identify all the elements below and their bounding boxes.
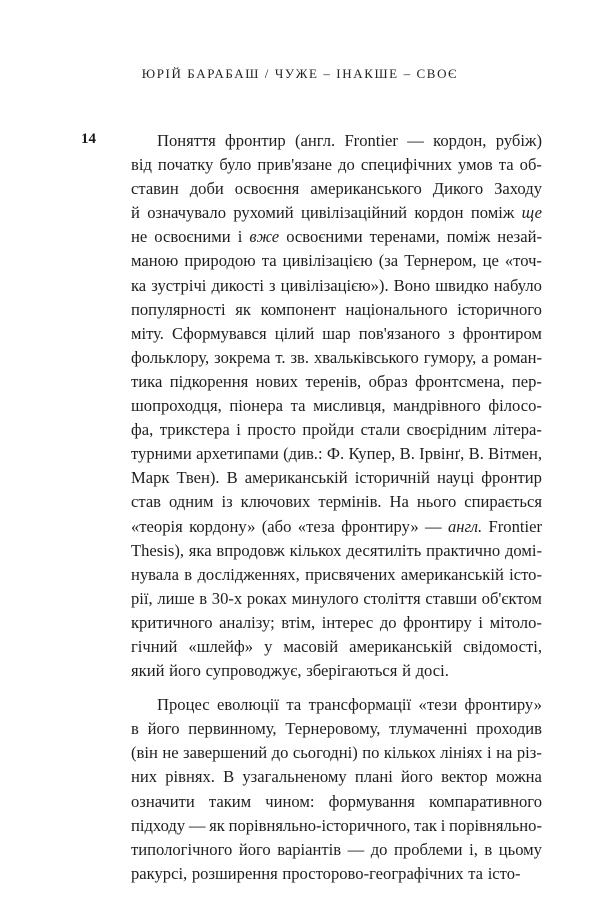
word: піонера <box>229 396 284 416</box>
word: його <box>238 839 271 859</box>
word: це <box>482 251 499 271</box>
word: його <box>401 767 433 787</box>
word: можна <box>495 767 542 787</box>
word: освоєння <box>234 179 300 199</box>
word: (за <box>378 251 399 271</box>
word: досі. <box>415 661 449 681</box>
word: Заходу <box>494 179 542 199</box>
word: своєрідним <box>406 420 487 440</box>
word: ка <box>131 275 147 295</box>
text-line <box>131 394 542 418</box>
text-line <box>131 741 542 765</box>
word: термінів. <box>318 492 382 512</box>
word: рівнях. <box>165 767 215 787</box>
word: і <box>478 612 484 632</box>
text-line <box>131 418 542 442</box>
word: ще <box>521 203 542 223</box>
word: ставин <box>131 179 179 199</box>
word: означити <box>131 791 195 811</box>
word: рії, <box>131 588 153 608</box>
word: століття <box>363 588 421 608</box>
word: Thesis), <box>131 540 184 560</box>
word: (див.: <box>283 444 323 464</box>
text-line <box>131 515 542 539</box>
word: Ф. <box>326 444 345 464</box>
word: «теорія <box>131 516 183 536</box>
word: та <box>261 251 277 271</box>
word: В <box>226 468 238 488</box>
word: поміж <box>446 227 491 247</box>
word: образ <box>368 371 408 391</box>
word: мітоло- <box>489 612 542 632</box>
word: природою <box>184 251 256 271</box>
word: роках <box>246 588 287 608</box>
word: В. <box>399 444 415 464</box>
word: масовій <box>283 636 339 656</box>
text-line <box>131 563 542 587</box>
text-line <box>131 153 542 177</box>
word: доби <box>189 179 224 199</box>
text-line <box>131 765 542 789</box>
word: пройди <box>302 420 355 440</box>
word: англ. <box>447 516 483 536</box>
word: зв. <box>290 347 309 367</box>
word: дикості <box>211 275 264 295</box>
word: турними <box>131 444 192 464</box>
word: (англ. <box>294 131 336 150</box>
word: інтерес <box>321 612 374 632</box>
word: узагальненому <box>242 767 347 787</box>
text-line <box>131 225 542 249</box>
word: — <box>407 131 424 150</box>
word: компаративного <box>428 791 542 811</box>
word: фольклору, <box>131 347 210 367</box>
word: цілий <box>274 323 315 343</box>
word: зустрічі <box>151 275 207 295</box>
word: присвячених <box>305 564 396 584</box>
running-head: ЮРІЙ БАРАБАШ / ЧУЖЕ – ІНАКШЕ – СВОЄ <box>141 66 459 81</box>
word: істо- <box>509 564 542 584</box>
word: минулого <box>291 588 359 608</box>
word: типологічного <box>131 839 233 859</box>
text-line <box>131 346 542 370</box>
word: літера- <box>493 420 542 440</box>
word: дослідженнях, <box>197 564 300 584</box>
word: істо- <box>487 863 521 883</box>
word: а <box>481 347 489 367</box>
word: освоєними <box>154 227 231 247</box>
word: стали <box>360 420 401 440</box>
word: практично <box>426 540 501 560</box>
word: еволюції <box>217 695 279 715</box>
word: та <box>498 155 514 175</box>
word: і <box>440 815 446 835</box>
word: 30-х <box>211 588 243 608</box>
word: нувала <box>131 564 179 584</box>
word: плані <box>354 767 393 787</box>
word: Твен). <box>176 468 220 488</box>
word: Марк <box>131 468 170 488</box>
text-line <box>131 442 542 466</box>
word: кількох <box>383 743 436 763</box>
text-line <box>131 717 542 741</box>
word: фронтиром <box>462 323 542 343</box>
word: і <box>237 227 243 247</box>
word: різ- <box>516 743 542 763</box>
word: трансформації <box>308 695 412 715</box>
word: фронтиру» <box>341 516 419 536</box>
word: Тернером, <box>404 251 477 271</box>
word: ключових <box>240 492 311 512</box>
word: його <box>169 661 201 681</box>
word: хвальківського <box>313 347 419 367</box>
word: із <box>221 492 233 512</box>
word: кількох <box>289 540 342 560</box>
word: від <box>131 155 152 175</box>
word: не <box>162 743 179 763</box>
word: та <box>286 695 302 715</box>
word: початку <box>157 155 214 175</box>
word: Поняття <box>157 131 216 150</box>
word: — <box>425 516 442 536</box>
word: супроводжує, <box>205 661 302 681</box>
word: та <box>290 396 306 416</box>
word: втім, <box>281 612 316 632</box>
word: рухомий <box>233 203 294 223</box>
word: Вітмен, <box>488 444 542 464</box>
word: завершений <box>183 743 268 763</box>
word: — <box>188 815 206 835</box>
word: роман- <box>493 347 542 367</box>
word: набуло <box>493 275 542 295</box>
word: просторово-географічних <box>282 863 464 883</box>
word: до <box>271 743 289 763</box>
word: фронтир <box>481 468 542 488</box>
body-text <box>131 129 542 886</box>
word: на <box>496 743 513 763</box>
word: На <box>389 492 409 512</box>
word: по <box>362 743 380 763</box>
word: американській <box>244 468 348 488</box>
word: теренів, <box>305 371 362 391</box>
word: спирається <box>464 492 542 512</box>
word: освоєними <box>286 227 363 247</box>
text-line <box>131 693 542 717</box>
word: його <box>147 719 180 739</box>
word: Тернеровому, <box>285 719 381 739</box>
word: об- <box>519 155 542 175</box>
word: популярності <box>131 299 226 319</box>
text-line <box>131 322 542 346</box>
text-line <box>131 539 542 563</box>
word: означувало <box>147 203 226 223</box>
word: в <box>184 564 193 584</box>
word: фа, <box>131 420 154 440</box>
word: чином: <box>265 791 315 811</box>
word: у <box>264 636 273 656</box>
word: й <box>131 203 140 223</box>
word: «тези <box>418 695 458 715</box>
word: таким <box>208 791 252 811</box>
word: в <box>484 839 493 859</box>
text-line <box>131 370 542 394</box>
word: Frontier <box>488 516 542 536</box>
word: об'єктом <box>481 588 542 608</box>
word: нього <box>416 492 457 512</box>
word: та <box>468 863 484 883</box>
word: цьому <box>498 839 542 859</box>
word: маною <box>131 251 179 271</box>
word: і, <box>469 839 478 859</box>
word: умов <box>458 155 493 175</box>
text-line <box>131 611 542 635</box>
word: десятиліть <box>346 540 422 560</box>
word: лише <box>157 588 195 608</box>
word: Воно <box>393 275 431 295</box>
word: Frontier <box>344 131 398 150</box>
word: американського <box>310 179 422 199</box>
word: з <box>269 275 276 295</box>
word: домі- <box>504 540 542 560</box>
text-line <box>131 659 542 683</box>
word: який <box>131 661 165 681</box>
word: рубіж) <box>495 131 542 150</box>
word: варіантів <box>277 839 342 859</box>
word: і <box>487 743 492 763</box>
word: національного <box>345 299 448 319</box>
word: фронтиру» <box>464 695 542 715</box>
word: пер- <box>511 371 542 391</box>
text-line <box>131 466 542 490</box>
word: одним <box>168 492 214 512</box>
word: як <box>209 815 225 835</box>
word: історичній <box>354 468 430 488</box>
word: нових <box>255 371 298 391</box>
word: розширення <box>191 863 278 883</box>
word: філосо- <box>488 396 542 416</box>
word: науці <box>437 468 475 488</box>
word: проходив <box>476 719 542 739</box>
word: В. <box>468 444 484 464</box>
word: швидко <box>435 275 489 295</box>
word: міту. <box>131 323 164 343</box>
word: в <box>131 719 139 739</box>
page-number: 14 <box>81 131 96 147</box>
text-line <box>131 838 542 862</box>
word: підкорення <box>169 371 249 391</box>
text-line <box>131 298 542 322</box>
word: теренами, <box>369 227 440 247</box>
word: (або <box>261 516 292 536</box>
word: і <box>236 420 241 440</box>
word: став <box>131 492 162 512</box>
word: цивілізацією»). <box>280 275 389 295</box>
word: прив'язане <box>257 155 333 175</box>
word: них <box>131 767 158 787</box>
word: кордон <box>414 203 464 223</box>
text-line <box>131 862 542 886</box>
word: вектор <box>441 767 488 787</box>
word: було <box>219 155 252 175</box>
text-line <box>131 490 542 514</box>
text-line <box>131 274 542 298</box>
word: тлумаченні <box>389 719 468 739</box>
word: історичного <box>457 299 542 319</box>
word: — <box>347 839 365 859</box>
word: незай- <box>497 227 542 247</box>
text-line <box>131 177 542 201</box>
word: специфічних <box>360 155 452 175</box>
word: цивілізаційний <box>300 203 407 223</box>
word: просто <box>247 420 296 440</box>
text-line <box>131 587 542 611</box>
word: до <box>379 612 397 632</box>
word: Сформувався <box>171 323 267 343</box>
word: кордону» <box>189 516 256 536</box>
word: гічний <box>131 636 178 656</box>
text-line <box>131 790 542 814</box>
word: кордон, <box>433 131 487 150</box>
text-line <box>131 814 542 838</box>
word: Ірвінґ, <box>419 444 465 464</box>
word: первинному, <box>188 719 277 739</box>
word: з <box>448 323 455 343</box>
word: пов'язаного <box>358 323 441 343</box>
word: зберігаються <box>306 661 398 681</box>
word: ставши <box>425 588 478 608</box>
word: (він <box>131 743 158 763</box>
word: до <box>370 839 388 859</box>
word: зокрема <box>214 347 271 367</box>
word: в <box>199 588 208 608</box>
text-line <box>131 129 542 153</box>
word: фронтсмена, <box>415 371 505 391</box>
text-line <box>131 201 542 225</box>
word: впродовж <box>216 540 285 560</box>
word: так <box>414 815 437 835</box>
word: формування <box>328 791 415 811</box>
word: як <box>235 299 251 319</box>
word: В <box>223 767 235 787</box>
word: ракурсі, <box>131 863 188 883</box>
word: тика <box>131 371 163 391</box>
word: аналізу; <box>219 612 275 632</box>
word: шар <box>322 323 351 343</box>
word: гумору, <box>423 347 477 367</box>
text-line <box>131 249 542 273</box>
word: яка <box>188 540 212 560</box>
word: Купер, <box>348 444 396 464</box>
text-line <box>131 635 542 659</box>
word: «точ- <box>504 251 542 271</box>
word: «теза <box>297 516 335 536</box>
word: критичного <box>131 612 213 632</box>
word: «шлейф» <box>188 636 254 656</box>
word: т. <box>275 347 286 367</box>
word: не <box>131 227 148 247</box>
word: поміж <box>470 203 515 223</box>
word: свідомості, <box>463 636 542 656</box>
word: архетипами <box>196 444 279 464</box>
word: компонент <box>260 299 336 319</box>
word: американській <box>349 636 453 656</box>
word: порівняльно-історичного, <box>228 815 411 835</box>
word: вже <box>249 227 280 247</box>
word: фронтиру <box>403 612 472 632</box>
word: й <box>402 661 411 681</box>
word: до <box>338 155 355 175</box>
word: Дикого <box>432 179 484 199</box>
word: трикстера <box>159 420 230 440</box>
word: порівняльно- <box>449 815 542 835</box>
word: Процес <box>157 695 210 715</box>
word: проблеми <box>394 839 463 859</box>
word: сьогодні) <box>292 743 358 763</box>
word: мисливця, <box>313 396 386 416</box>
word: підходу <box>131 815 186 835</box>
word: мандрівного <box>393 396 481 416</box>
word: американській <box>400 564 504 584</box>
word: шопроходця, <box>131 396 222 416</box>
word: фронтир <box>225 131 286 150</box>
word: лініях <box>440 743 483 763</box>
word: цивілізацією <box>282 251 373 271</box>
